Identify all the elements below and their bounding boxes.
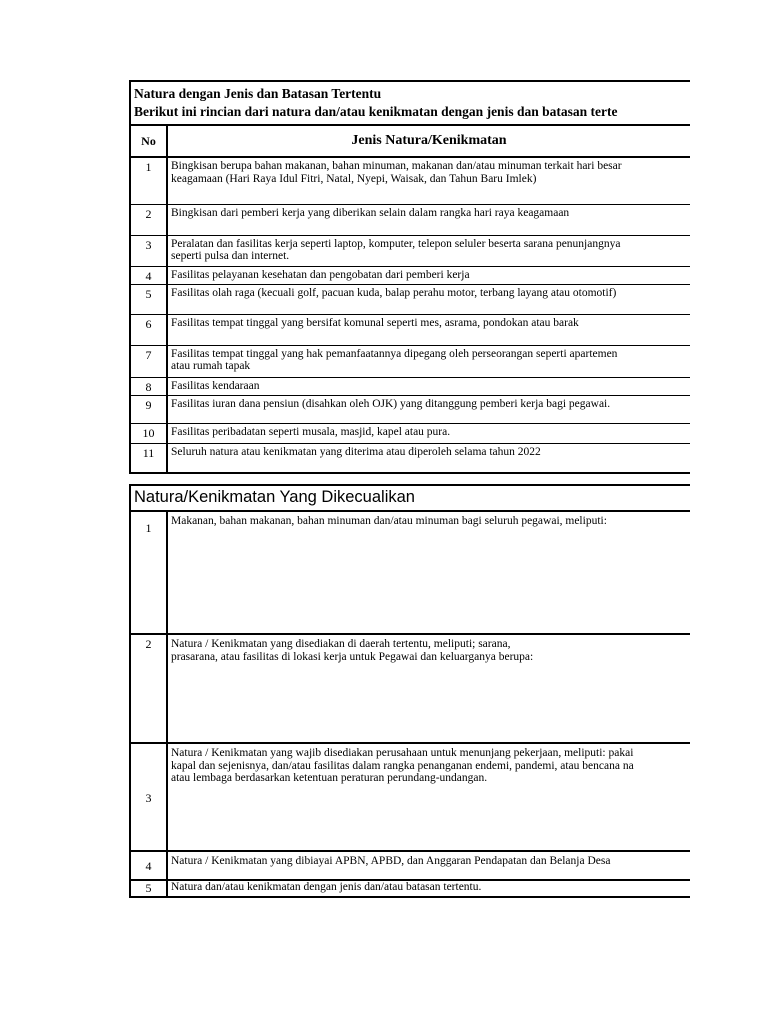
row-description [167, 851, 690, 880]
row-text-line: Bingkisan dari pemberi kerja yang diberikan selain dalam rangka hari raya keagamaan [171, 206, 570, 219]
row-number: 4 [131, 851, 167, 880]
row-text-line: Seluruh natura atau kenikmatan yang diterima atau diperoleh selama tahun 2022 [171, 445, 541, 458]
row-text-line: Bingkisan berupa bahan makanan, bahan minuman, makanan dan/atau minuman terkait hari besar [171, 160, 622, 172]
table-row [131, 284, 690, 314]
row-text-line: Fasilitas kendaraan [171, 379, 260, 392]
table-row [131, 851, 690, 880]
row-number: 4 [131, 266, 167, 284]
column-header-jenis: Jenis Natura/Kenikmatan [167, 126, 690, 157]
row-text-line: Fasilitas tempat tinggal yang hak pemanfaatannya dipegang oleh perseorangan seperti apartemen [171, 347, 618, 360]
table-row [131, 314, 690, 345]
row-number: 10 [131, 423, 167, 443]
table-row [131, 235, 690, 266]
table-row [131, 634, 690, 743]
row-text-line: atau lembaga berdasarkan ketentuan peraturan perundang-undangan. [171, 772, 488, 784]
section-title: Natura dengan Jenis dan Batasan Tertentu [134, 86, 382, 101]
table-row [131, 443, 690, 472]
table-row [131, 157, 690, 204]
excluded-natura-table [131, 512, 690, 896]
natura-table-section [129, 80, 690, 474]
row-text-line: Makanan, bahan makanan, bahan minuman dan/atau minuman bagi seluruh pegawai, meliputi: [171, 515, 607, 527]
row-text-line: prasarana, atau fasilitas di lokasi kerja untuk Pegawai dan keluarganya berupa: [171, 650, 534, 663]
row-number: 7 [131, 345, 167, 377]
row-text-line: Natura / Kenikmatan yang wajib disediakan perusahaan untuk menunjang pekerjaan, meliputi: pakai [171, 747, 634, 759]
row-description [167, 880, 690, 896]
row-text-line: Natura dan/atau kenikmatan dengan jenis dan/atau batasan tertentu. [171, 881, 482, 893]
column-header-no: No [131, 126, 167, 157]
table-row [131, 266, 690, 284]
row-description [167, 284, 690, 314]
row-description [167, 157, 690, 204]
row-description [167, 266, 690, 284]
section-title: Natura/Kenikmatan Yang Dikecualikan [131, 486, 690, 512]
row-text-line: atau rumah tapak [171, 360, 251, 372]
row-text-line: Fasilitas pelayanan kesehatan dan pengobatan dari pemberi kerja [171, 268, 470, 281]
table-row [131, 345, 690, 377]
row-description [167, 395, 690, 423]
row-number: 6 [131, 314, 167, 345]
table-row [131, 204, 690, 235]
row-text-line: seperti pulsa dan internet. [171, 250, 290, 262]
row-text-line: Fasilitas tempat tinggal yang bersifat komunal seperti mes, asrama, pondokan atau barak [171, 316, 579, 329]
row-description [167, 443, 690, 472]
row-description [167, 204, 690, 235]
section-subtitle: Berikut ini rincian dari natura dan/atau kenikmatan dengan jenis dan batasan terte [134, 104, 618, 119]
row-number: 1 [131, 512, 167, 634]
row-description [167, 743, 690, 851]
row-description [167, 634, 690, 743]
row-number: 2 [131, 634, 167, 743]
table-row [131, 512, 690, 634]
row-text-line: Fasilitas iuran dana pensiun (disahkan oleh OJK) yang ditanggung pemberi kerja bagi pegawai. [171, 397, 611, 410]
row-number: 9 [131, 395, 167, 423]
table-row [131, 743, 690, 851]
row-number: 3 [131, 743, 167, 851]
row-text-line: Peralatan dan fasilitas kerja seperti laptop, komputer, telepon seluler beserta sarana penunjangnya [171, 237, 621, 250]
table-row [131, 377, 690, 395]
row-text-line: Natura / Kenikmatan yang disediakan di daerah tertentu, meliputi; sarana, [171, 638, 511, 650]
row-text-line: Natura / Kenikmatan yang dibiayai APBN, APBD, dan Anggaran Pendapatan dan Belanja Desa [171, 855, 611, 867]
row-description [167, 512, 690, 634]
table-row [131, 395, 690, 423]
row-text-line: keagamaan (Hari Raya Idul Fitri, Natal, Nyepi, Waisak, dan Tahun Baru Imlek) [171, 172, 537, 185]
row-description [167, 377, 690, 395]
natura-table [131, 126, 690, 472]
row-description [167, 235, 690, 266]
row-number: 8 [131, 377, 167, 395]
row-number: 5 [131, 880, 167, 896]
row-description [167, 423, 690, 443]
row-text-line: Fasilitas peribadatan seperti musala, masjid, kapel atau pura. [171, 425, 451, 438]
row-description [167, 314, 690, 345]
row-description [167, 345, 690, 377]
row-text-line: Fasilitas olah raga (kecuali golf, pacuan kuda, balap perahu motor, terbang layang atau otomotif) [171, 286, 617, 299]
row-text-line: kapal dan sejenisnya, dan/atau fasilitas dalam rangka penanganan endemi, pandemi, atau bencana na [171, 759, 634, 772]
table-row [131, 423, 690, 443]
excluded-natura-section [129, 484, 690, 898]
row-number: 11 [131, 443, 167, 472]
section-title-block [131, 82, 690, 126]
row-number: 2 [131, 204, 167, 235]
row-number: 5 [131, 284, 167, 314]
row-number: 3 [131, 235, 167, 266]
row-number: 1 [131, 157, 167, 204]
table-header-row [131, 126, 690, 157]
table-row [131, 880, 690, 896]
